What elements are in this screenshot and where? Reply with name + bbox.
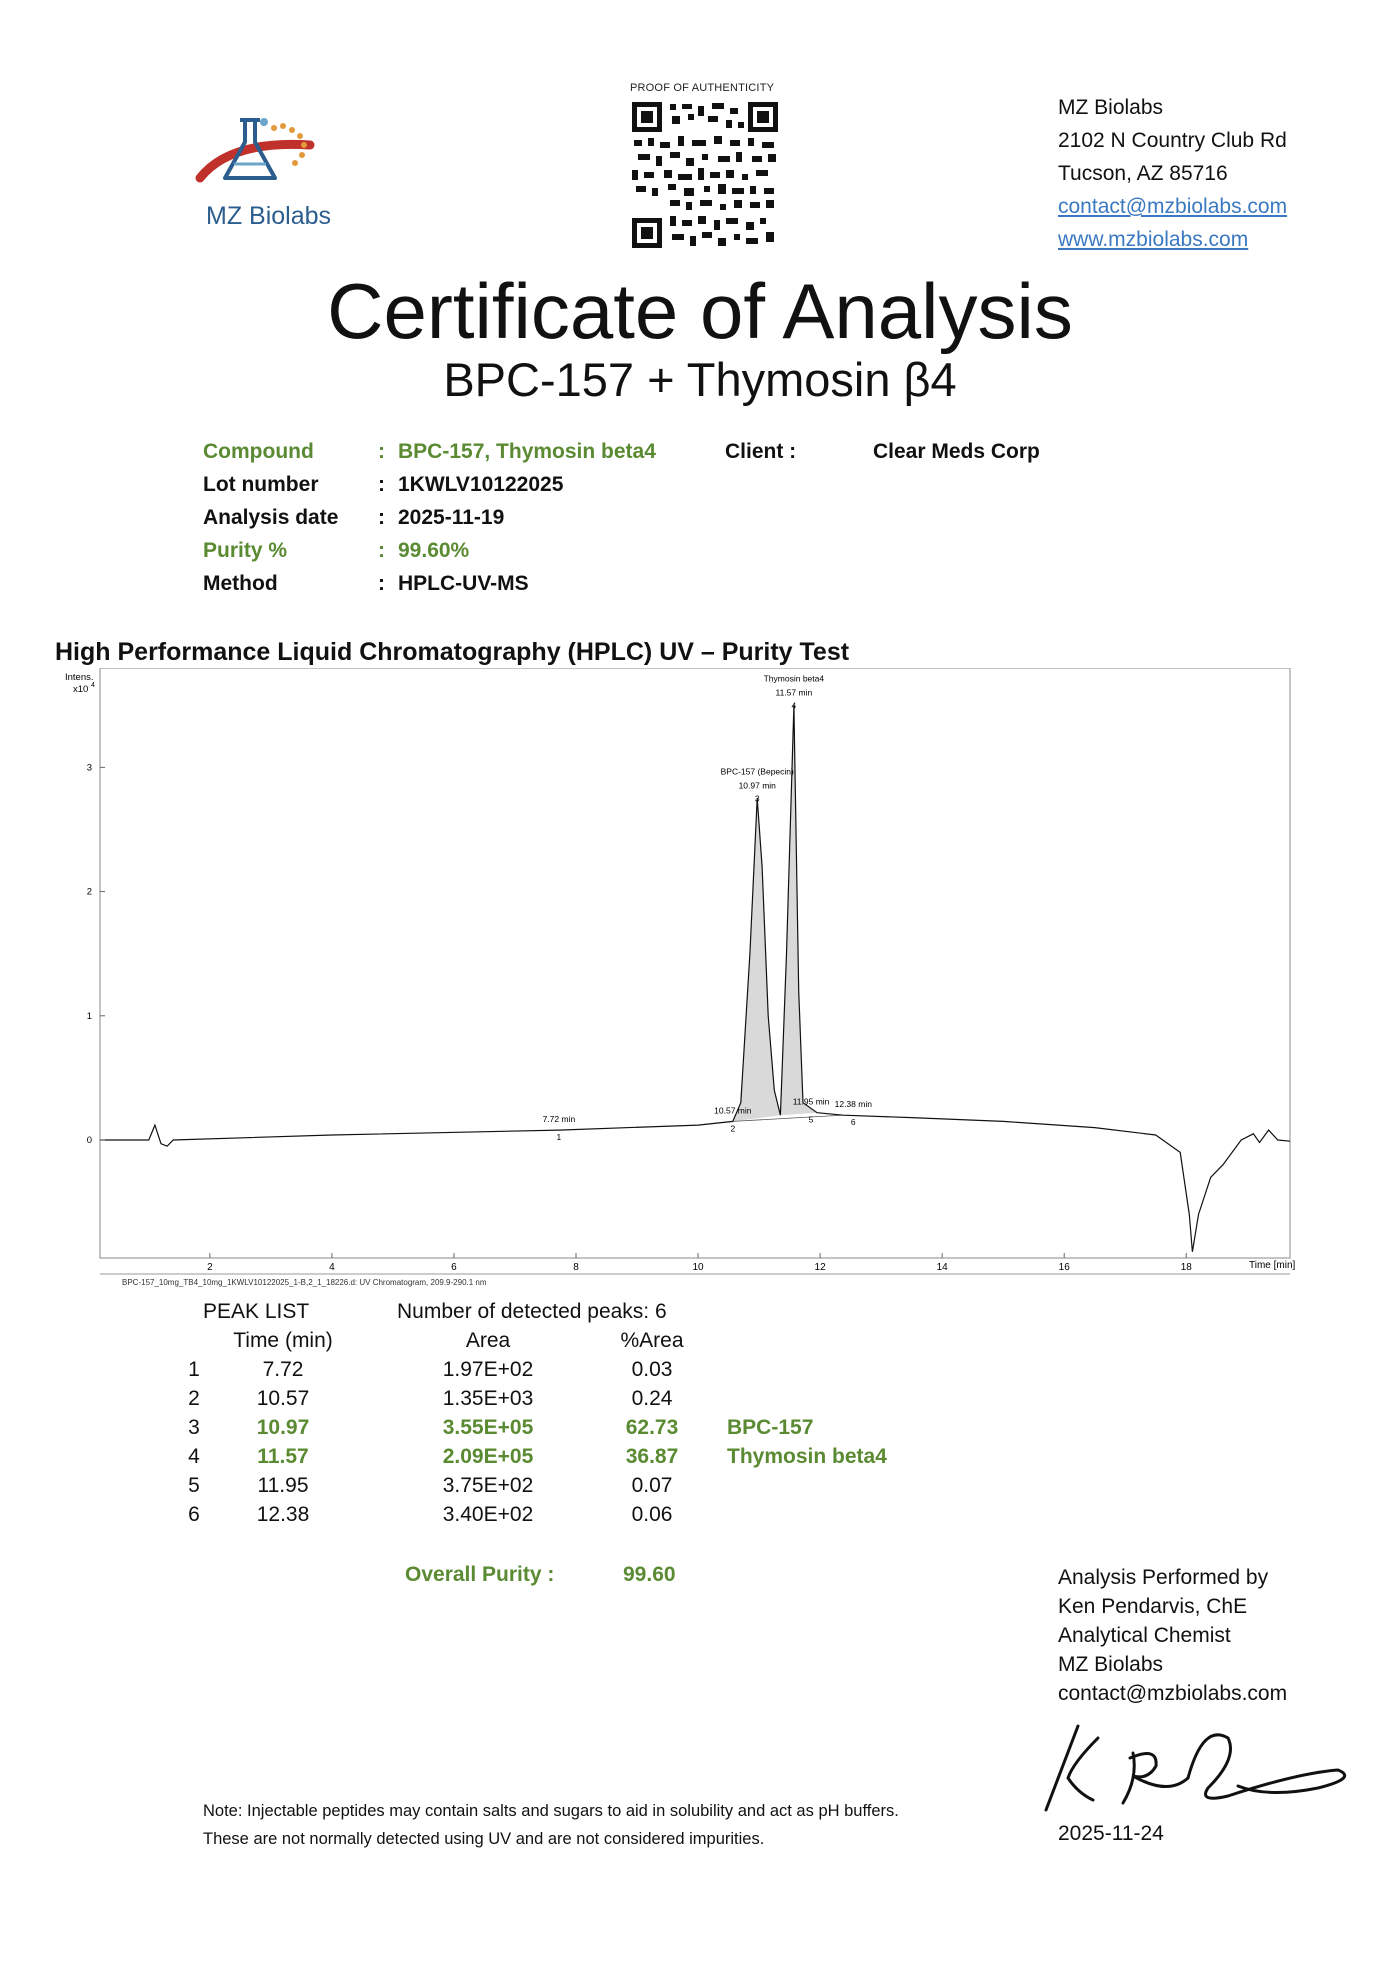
info-value: 1KWLV10122025 bbox=[398, 473, 564, 496]
overall-purity-label: Overall Purity : bbox=[405, 1563, 555, 1586]
company-address bbox=[1058, 91, 1287, 256]
performed-by-label: Analysis Performed by bbox=[1058, 1566, 1269, 1589]
peak-name-label: BPC-157 (Bepecin) bbox=[720, 766, 794, 777]
signature-image bbox=[1038, 1718, 1358, 1818]
info-value: BPC-157, Thymosin beta4 bbox=[398, 440, 656, 463]
analyst-email: contact@mzbiolabs.com bbox=[1058, 1682, 1288, 1705]
peak-list-title: PEAK LIST bbox=[203, 1300, 310, 1323]
peak-number: 4 bbox=[188, 1445, 200, 1468]
peak-area: 3.40E+02 bbox=[442, 1503, 534, 1526]
qr-code-block[interactable] bbox=[627, 82, 785, 257]
address-company: MZ Biolabs bbox=[1058, 96, 1164, 119]
peak-number: 2 bbox=[188, 1387, 200, 1410]
analyst-company: MZ Biolabs bbox=[1058, 1653, 1164, 1676]
info-colon: : bbox=[378, 572, 385, 595]
info-value: 99.60% bbox=[398, 539, 470, 562]
y-axis-unit: x10 bbox=[73, 684, 89, 695]
peak-area: 1.35E+03 bbox=[442, 1387, 534, 1410]
peak-area: 2.09E+05 bbox=[442, 1445, 534, 1468]
peak-time-label: 10.97 min bbox=[738, 780, 776, 791]
peak-time: 7.72 bbox=[262, 1358, 304, 1381]
x-tick-label: 18 bbox=[1180, 1262, 1192, 1273]
x-axis-label: Time [min] bbox=[1249, 1260, 1296, 1271]
x-tick-label: 10 bbox=[692, 1262, 704, 1273]
x-tick-label: 12 bbox=[814, 1262, 826, 1273]
peak-count: Number of detected peaks: 6 bbox=[397, 1300, 667, 1323]
y-axis-label: Intens. bbox=[65, 672, 94, 683]
info-label: Analysis date bbox=[203, 506, 339, 529]
peak-number-label: 1 bbox=[556, 1132, 562, 1143]
info-label: Lot number bbox=[203, 473, 319, 496]
peak-time: 10.57 bbox=[256, 1387, 310, 1410]
peak-pct-area: 62.73 bbox=[625, 1416, 679, 1439]
info-colon: : bbox=[378, 539, 385, 562]
peak-compound: Thymosin beta4 bbox=[727, 1445, 887, 1468]
analyst-block bbox=[1058, 1563, 1287, 1708]
y-tick-label: 1 bbox=[86, 1010, 92, 1022]
info-value: HPLC-UV-MS bbox=[398, 572, 529, 595]
y-axis-exponent: 4 bbox=[91, 682, 95, 689]
peak-time: 10.97 bbox=[256, 1416, 310, 1439]
info-value: 2025-11-19 bbox=[398, 506, 505, 529]
footnote-line: These are not normally detected using UV and are not considered impurities. bbox=[203, 1830, 765, 1848]
y-tick-label: 3 bbox=[86, 762, 92, 774]
footnote-line: Note: Injectable peptides may contain salts and sugars to aid in solubility and act as pH buffers. bbox=[203, 1802, 899, 1820]
peak-pct-area: 0.07 bbox=[631, 1474, 673, 1497]
peak-number: 6 bbox=[188, 1503, 200, 1526]
qr-caption: PROOF OF AUTHENTICITY bbox=[630, 82, 775, 94]
analyst-name: Ken Pendarvis, ChE bbox=[1058, 1595, 1248, 1618]
plot-frame bbox=[100, 668, 1290, 1258]
peak-area: 3.55E+05 bbox=[442, 1416, 534, 1439]
peak-number-label: 5 bbox=[808, 1114, 814, 1125]
address-street: 2102 N Country Club Rd bbox=[1058, 129, 1287, 152]
peak-time: 11.95 bbox=[257, 1474, 309, 1497]
info-label: Method bbox=[203, 572, 278, 595]
page-subtitle: BPC-157 + Thymosin β4 bbox=[443, 353, 957, 406]
x-tick-label: 6 bbox=[451, 1262, 457, 1273]
trace-caption: BPC-157_10mg_TB4_10mg_1KWLV10122025_1-B,2_1_18226.d: UV Chromatogram, 209.9-290.1 nm bbox=[122, 1278, 487, 1287]
x-tick-label: 16 bbox=[1058, 1262, 1070, 1273]
analyst-role: Analytical Chemist bbox=[1058, 1624, 1231, 1647]
client-label: Client : bbox=[725, 440, 797, 463]
peak-pct-area: 0.24 bbox=[631, 1387, 673, 1410]
email-link[interactable]: contact@mzbiolabs.com bbox=[1058, 195, 1288, 218]
peak-name-label: Thymosin beta4 bbox=[763, 673, 825, 684]
info-colon: : bbox=[378, 506, 385, 529]
flask-logo-icon bbox=[190, 100, 370, 200]
peak-time: 11.57 bbox=[257, 1445, 309, 1468]
x-tick-label: 8 bbox=[573, 1262, 579, 1273]
peak-number-label: 6 bbox=[850, 1117, 856, 1128]
info-colon: : bbox=[378, 440, 385, 463]
info-colon: : bbox=[378, 473, 385, 496]
footnote bbox=[203, 1797, 899, 1853]
column-header-time: Time (min) bbox=[233, 1329, 333, 1352]
peak-area: 3.75E+02 bbox=[442, 1474, 534, 1497]
peak-time-label: 11.95 min bbox=[792, 1096, 830, 1107]
website-link[interactable]: www.mzbiolabs.com bbox=[1058, 228, 1249, 251]
peak-pct-area: 36.87 bbox=[625, 1445, 679, 1468]
hplc-chromatogram bbox=[55, 668, 1305, 1288]
peak-pct-area: 0.03 bbox=[631, 1358, 673, 1381]
page-title: Certificate of Analysis bbox=[327, 267, 1073, 355]
x-tick-label: 4 bbox=[329, 1262, 335, 1273]
overall-purity-value: 99.60 bbox=[623, 1563, 676, 1586]
peak-time-label: 12.38 min bbox=[834, 1099, 872, 1110]
peak-number: 3 bbox=[188, 1416, 200, 1439]
company-logo bbox=[190, 100, 370, 235]
peak-time-label: 7.72 min bbox=[542, 1114, 576, 1125]
column-header-area: Area bbox=[465, 1329, 511, 1352]
logo-text: MZ Biolabs bbox=[206, 202, 332, 230]
qr-code-icon bbox=[630, 100, 780, 250]
info-label: Purity % bbox=[203, 539, 288, 562]
x-tick-label: 2 bbox=[207, 1262, 213, 1273]
peak-time-label: 10.57 min bbox=[714, 1105, 752, 1116]
peak-time: 12.38 bbox=[256, 1503, 310, 1526]
peak-number-label: 2 bbox=[730, 1123, 736, 1134]
column-header-pct-area: %Area bbox=[620, 1329, 684, 1352]
peak-compound: BPC-157 bbox=[727, 1416, 814, 1439]
peak-number: 5 bbox=[188, 1474, 200, 1497]
address-city: Tucson, AZ 85716 bbox=[1058, 162, 1228, 185]
y-tick-label: 2 bbox=[86, 886, 92, 898]
signature-date: 2025-11-24 bbox=[1058, 1822, 1164, 1845]
peak-pct-area: 0.06 bbox=[631, 1503, 673, 1526]
peak-number-label: 4 bbox=[791, 700, 797, 711]
peak-number: 1 bbox=[188, 1358, 200, 1381]
peak-number-label: 3 bbox=[754, 793, 760, 804]
info-label: Compound bbox=[203, 440, 314, 463]
client-value: Clear Meds Corp bbox=[873, 440, 1040, 463]
peak-area: 1.97E+02 bbox=[442, 1358, 534, 1381]
peak-time-label: 11.57 min bbox=[775, 687, 813, 698]
hplc-heading: High Performance Liquid Chromatography (HPLC) UV – Purity Test bbox=[55, 638, 850, 666]
y-tick-label: 0 bbox=[86, 1135, 92, 1146]
x-tick-label: 14 bbox=[936, 1262, 948, 1273]
